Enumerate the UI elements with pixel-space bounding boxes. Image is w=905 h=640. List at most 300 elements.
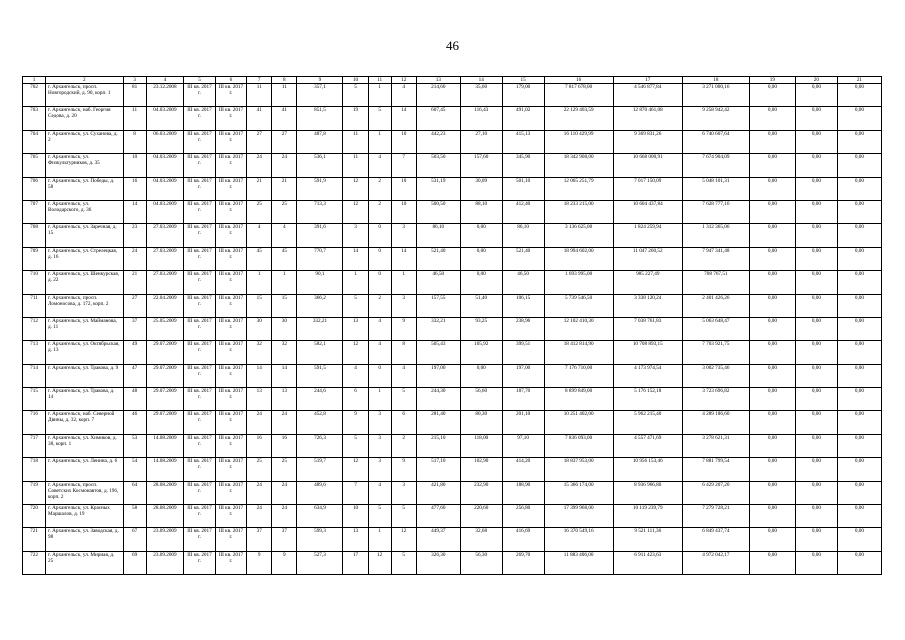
table-cell: III кв. 2017 г. bbox=[215, 411, 246, 434]
table-cell: 7 628 777,16 bbox=[682, 200, 749, 223]
table-cell: 21 bbox=[247, 177, 272, 200]
table-cell: 707 bbox=[23, 200, 46, 223]
table-cell: 56,30 bbox=[460, 551, 502, 574]
table-cell: 238,96 bbox=[502, 317, 544, 340]
table-cell: 25.05.2009 bbox=[146, 317, 184, 340]
table-cell: 0 bbox=[368, 364, 391, 387]
table-cell: 12 bbox=[343, 341, 368, 364]
table-cell: 04.03.2009 bbox=[146, 200, 184, 223]
table-cell: III кв. 2017 г. bbox=[184, 388, 215, 411]
table-cell: 1 824 259,94 bbox=[613, 224, 682, 247]
table-cell: 3 271 000,16 bbox=[682, 84, 749, 107]
table-cell: 27 bbox=[123, 294, 146, 317]
table-cell: 12 bbox=[368, 551, 391, 574]
table-cell: 0,00 bbox=[795, 107, 837, 130]
table-cell: 705 bbox=[23, 154, 46, 177]
table-cell: 7 bbox=[391, 154, 416, 177]
table-cell: 0,00 bbox=[749, 528, 795, 551]
table-cell: 720 bbox=[23, 505, 46, 528]
table-cell: 12 870 461,08 bbox=[613, 107, 682, 130]
table-cell: 7 674 904,09 bbox=[682, 154, 749, 177]
table-cell: 256,80 bbox=[502, 505, 544, 528]
table-cell: 11 bbox=[272, 84, 297, 107]
table-cell: III кв. 2017 г. bbox=[184, 434, 215, 457]
table-cell: 357,1 bbox=[297, 84, 343, 107]
table-row bbox=[23, 107, 882, 130]
table-cell: 487,8 bbox=[297, 130, 343, 153]
table-cell: 0,00 bbox=[837, 411, 881, 434]
table-cell: 25 bbox=[272, 458, 297, 481]
table-cell: 0,00 bbox=[795, 388, 837, 411]
table-cell: 28.08.2009 bbox=[146, 505, 184, 528]
table-cell: 18 412 814,90 bbox=[544, 341, 613, 364]
table-cell: 15 bbox=[247, 294, 272, 317]
table-cell: 536,1 bbox=[297, 154, 343, 177]
table-cell: 29.07.2009 bbox=[146, 388, 184, 411]
table-cell: 11 bbox=[343, 130, 368, 153]
table-cell: 4 bbox=[368, 317, 391, 340]
column-number-cell: 2 bbox=[46, 77, 124, 84]
table-cell: 41 bbox=[247, 107, 272, 130]
table-cell: 23.09.2009 bbox=[146, 528, 184, 551]
column-number-cell: 8 bbox=[272, 77, 297, 84]
column-number-cell: 12 bbox=[391, 77, 416, 84]
table-cell: III кв. 2017 г. bbox=[215, 458, 246, 481]
table-cell: 24 bbox=[123, 247, 146, 270]
table-cell: 187,70 bbox=[502, 388, 544, 411]
table-cell: 0,00 bbox=[837, 154, 881, 177]
table-cell: 0,00 bbox=[749, 224, 795, 247]
table-cell: 93,25 bbox=[460, 317, 502, 340]
table-cell: 2 401 426,26 bbox=[682, 294, 749, 317]
table-cell: 0,00 bbox=[460, 271, 502, 294]
table-cell: 24 bbox=[247, 411, 272, 434]
address-cell: г. Архангельск, ул. Заречная, д. 15 bbox=[46, 224, 124, 247]
table-cell: 13 bbox=[343, 317, 368, 340]
address-cell: г. Архангельск, ул. Заводская, д. 98 bbox=[46, 528, 124, 551]
table-cell: 0,00 bbox=[749, 271, 795, 294]
table-cell: 3 338 120,24 bbox=[613, 294, 682, 317]
table-cell: III кв. 2017 г. bbox=[184, 84, 215, 107]
table-cell: 0 bbox=[368, 271, 391, 294]
table-row bbox=[23, 528, 882, 551]
table-cell: 7 881 799,54 bbox=[682, 458, 749, 481]
table-cell: 0,00 bbox=[837, 528, 881, 551]
column-number-cell: 7 bbox=[247, 77, 272, 84]
address-cell: г. Архангельск, ул. Шенкурская, д. 22 bbox=[46, 271, 124, 294]
table-cell: 1 bbox=[368, 528, 391, 551]
table-cell: 15 bbox=[272, 294, 297, 317]
table-cell: 04.03.2009 bbox=[146, 154, 184, 177]
table-row bbox=[23, 434, 882, 457]
table-cell: 23.12.2008 bbox=[146, 84, 184, 107]
table-cell: 179,00 bbox=[502, 84, 544, 107]
address-cell: г. Архангельск, ул. Володарского, д. 36 bbox=[46, 200, 124, 223]
table-cell: 5 bbox=[391, 388, 416, 411]
table-cell: 10 bbox=[391, 130, 416, 153]
table-cell: 722 bbox=[23, 551, 46, 574]
column-number-cell: 9 bbox=[297, 77, 343, 84]
table-cell: 10 bbox=[391, 177, 416, 200]
table-cell: 0,00 bbox=[749, 130, 795, 153]
table-cell: 16 bbox=[247, 434, 272, 457]
table-cell: 0,00 bbox=[795, 528, 837, 551]
table-cell: 5 bbox=[391, 551, 416, 574]
table-row bbox=[23, 200, 882, 223]
table-cell: 0,00 bbox=[837, 458, 881, 481]
table-cell: 12 bbox=[343, 200, 368, 223]
table-cell: 4 557 471,69 bbox=[613, 434, 682, 457]
table-cell: III кв. 2017 г. bbox=[215, 271, 246, 294]
table-cell: 0,00 bbox=[749, 458, 795, 481]
table-cell: 37 bbox=[123, 317, 146, 340]
table-cell: III кв. 2017 г. bbox=[215, 551, 246, 574]
table-cell: 4 546 877,84 bbox=[613, 84, 682, 107]
table-cell: 188,90 bbox=[502, 481, 544, 504]
table-cell: 500,50 bbox=[416, 200, 460, 223]
table-cell: 97,10 bbox=[502, 434, 544, 457]
table-cell: 3 bbox=[391, 294, 416, 317]
table-cell: 12 102 410,30 bbox=[544, 317, 613, 340]
table-cell: III кв. 2017 г. bbox=[215, 107, 246, 130]
column-number-cell: 11 bbox=[368, 77, 391, 84]
table-row bbox=[23, 505, 882, 528]
table-cell: 599,3 bbox=[297, 528, 343, 551]
table-cell: 6 429 207,20 bbox=[682, 481, 749, 504]
table-cell: 157,60 bbox=[460, 154, 502, 177]
table-cell: 0,00 bbox=[749, 200, 795, 223]
table-cell: III кв. 2017 г. bbox=[215, 341, 246, 364]
table-cell: 16 370 549,16 bbox=[544, 528, 613, 551]
table-cell: III кв. 2017 г. bbox=[184, 528, 215, 551]
table-cell: 64 bbox=[123, 481, 146, 504]
table-row bbox=[23, 411, 882, 434]
table-cell: 28.08.2009 bbox=[146, 481, 184, 504]
table-cell: 0,00 bbox=[749, 107, 795, 130]
table-cell: 442,23 bbox=[416, 130, 460, 153]
table-cell: 0,00 bbox=[749, 177, 795, 200]
table-cell: 46,50 bbox=[502, 271, 544, 294]
table-cell: 332,21 bbox=[416, 317, 460, 340]
table-cell: 3 136 625,00 bbox=[544, 224, 613, 247]
table-cell: 4 bbox=[272, 224, 297, 247]
table-cell: 6 bbox=[343, 388, 368, 411]
table-cell: 591,9 bbox=[297, 177, 343, 200]
table-cell: 0,00 bbox=[749, 84, 795, 107]
table-cell: 0,00 bbox=[795, 177, 837, 200]
address-cell: г. Архангельск, ул. Ленина, д. 6 bbox=[46, 458, 124, 481]
table-cell: 4 173 974,54 bbox=[613, 364, 682, 387]
table-cell: 0,00 bbox=[460, 247, 502, 270]
table-cell: 0 bbox=[368, 247, 391, 270]
table-cell: 27,10 bbox=[460, 130, 502, 153]
table-cell: 7 703 921,75 bbox=[682, 341, 749, 364]
table-cell: 45 bbox=[247, 247, 272, 270]
table-cell: 21 bbox=[123, 271, 146, 294]
table-cell: 86,10 bbox=[502, 224, 544, 247]
table-cell: 56,60 bbox=[460, 388, 502, 411]
table-cell: 0,00 bbox=[749, 154, 795, 177]
table-cell: 0,00 bbox=[749, 388, 795, 411]
column-number-cell: 13 bbox=[416, 77, 460, 84]
table-cell: 35,60 bbox=[460, 84, 502, 107]
table-cell: 116,43 bbox=[460, 107, 502, 130]
table-cell: III кв. 2017 г. bbox=[215, 294, 246, 317]
table-cell: 25 bbox=[247, 200, 272, 223]
table-cell: 29.07.2009 bbox=[146, 364, 184, 387]
table-cell: 491,02 bbox=[502, 107, 544, 130]
address-cell: г. Архангельск, ул. Тракова, д. 9 bbox=[46, 364, 124, 387]
table-cell: 9 bbox=[391, 458, 416, 481]
table-cell: 717 bbox=[23, 434, 46, 457]
table-cell: 81 bbox=[123, 84, 146, 107]
table-cell: 24 bbox=[247, 154, 272, 177]
column-number-cell: 16 bbox=[544, 77, 613, 84]
table-cell: III кв. 2017 г. bbox=[184, 271, 215, 294]
table-cell: 0,00 bbox=[749, 411, 795, 434]
table-cell: 770,7 bbox=[297, 247, 343, 270]
table-cell: 3 bbox=[368, 411, 391, 434]
address-cell: г. Архангельск, ул. Тракова, д. 14 bbox=[46, 388, 124, 411]
table-cell: 517,10 bbox=[416, 458, 460, 481]
table-cell: 04.03.2009 bbox=[146, 107, 184, 130]
page-number: 46 bbox=[446, 38, 459, 53]
table-cell: 30,09 bbox=[460, 177, 502, 200]
table-row bbox=[23, 341, 882, 364]
table-cell: III кв. 2017 г. bbox=[184, 481, 215, 504]
table-cell: 22 129 403,59 bbox=[544, 107, 613, 130]
column-number-cell: 1 bbox=[23, 77, 46, 84]
table-cell: 0,00 bbox=[837, 434, 881, 457]
table-cell: 10 bbox=[343, 505, 368, 528]
table-cell: 5 bbox=[343, 84, 368, 107]
table-cell: 0,00 bbox=[795, 505, 837, 528]
table-cell: 7 017 150,09 bbox=[613, 177, 682, 200]
table-cell: 702 bbox=[23, 84, 46, 107]
table-cell: 0,00 bbox=[795, 364, 837, 387]
table-cell: 17 399 968,00 bbox=[544, 505, 613, 528]
table-cell: 23 bbox=[123, 224, 146, 247]
table-cell: 7 176 710,00 bbox=[544, 364, 613, 387]
table-row bbox=[23, 247, 882, 270]
table-cell: 703 bbox=[23, 107, 46, 130]
table-cell: 69 bbox=[123, 551, 146, 574]
table-cell: 5 bbox=[343, 434, 368, 457]
table-cell: 5 bbox=[391, 505, 416, 528]
table-cell: 9 bbox=[247, 551, 272, 574]
table-cell: 6 911 423,63 bbox=[613, 551, 682, 574]
table-row bbox=[23, 551, 882, 574]
table-cell: 3 bbox=[343, 224, 368, 247]
table-cell: 0,00 bbox=[837, 130, 881, 153]
table-cell: 366,2 bbox=[297, 294, 343, 317]
table-cell: 106,15 bbox=[502, 294, 544, 317]
table-cell: 0,00 bbox=[837, 294, 881, 317]
table-row bbox=[23, 388, 882, 411]
table-cell: 27.03.2009 bbox=[146, 224, 184, 247]
address-cell: г. Архангельск, наб. Северной Двины, д. 32, корп. 7 bbox=[46, 411, 124, 434]
table-cell: 9 258 942,42 bbox=[682, 107, 749, 130]
table-cell: 10 119 239,79 bbox=[613, 505, 682, 528]
header-row bbox=[23, 77, 882, 84]
table-cell: 14 bbox=[272, 364, 297, 387]
table-cell: 3 723 696,82 bbox=[682, 388, 749, 411]
table-cell: 4 bbox=[368, 341, 391, 364]
table-cell: 1 693 995,00 bbox=[544, 271, 613, 294]
table-cell: 24 bbox=[272, 505, 297, 528]
table-cell: 0,00 bbox=[795, 458, 837, 481]
table-cell: 7 817 678,00 bbox=[544, 84, 613, 107]
table-cell: 415,13 bbox=[502, 130, 544, 153]
table-cell: 14.08.2009 bbox=[146, 434, 184, 457]
table-cell: 1 bbox=[343, 271, 368, 294]
table-cell: 45 bbox=[272, 247, 297, 270]
table-cell: 244,30 bbox=[416, 388, 460, 411]
table-cell: 9 bbox=[343, 411, 368, 434]
table-cell: 489,6 bbox=[297, 481, 343, 504]
table-cell: 591,5 bbox=[297, 364, 343, 387]
table-cell: 0,00 bbox=[837, 177, 881, 200]
column-number-cell: 19 bbox=[749, 77, 795, 84]
table-cell: 32 bbox=[247, 341, 272, 364]
table-cell: 10 668 000,91 bbox=[613, 154, 682, 177]
column-number-cell: 20 bbox=[795, 77, 837, 84]
table-cell: III кв. 2017 г. bbox=[184, 294, 215, 317]
table-cell: 4 bbox=[368, 481, 391, 504]
table-cell: 18 233 215,00 bbox=[544, 200, 613, 223]
address-cell: г. Архангельск, ул. Победы, д. 58 bbox=[46, 177, 124, 200]
table-cell: 30 bbox=[247, 317, 272, 340]
table-cell: 721 bbox=[23, 528, 46, 551]
table-cell: 7 038 761,83 bbox=[613, 317, 682, 340]
table-cell: 1 bbox=[368, 388, 391, 411]
table-cell: 0,00 bbox=[795, 294, 837, 317]
table-cell: III кв. 2017 г. bbox=[184, 247, 215, 270]
table-cell: 0,00 bbox=[837, 271, 881, 294]
table-cell: 21 bbox=[272, 177, 297, 200]
table-cell: III кв. 2017 г. bbox=[215, 177, 246, 200]
table-cell: 86,10 bbox=[416, 224, 460, 247]
table-row bbox=[23, 364, 882, 387]
table-cell: 13 bbox=[247, 388, 272, 411]
table-cell: 477,60 bbox=[416, 505, 460, 528]
table-cell: III кв. 2017 г. bbox=[215, 528, 246, 551]
table-cell: 30 bbox=[272, 317, 297, 340]
table-cell: 14 bbox=[391, 107, 416, 130]
table-cell: 0,00 bbox=[795, 84, 837, 107]
table-cell: 4 289 186,60 bbox=[682, 411, 749, 434]
table-cell: 18 994 602,00 bbox=[544, 247, 613, 270]
address-cell: г. Архангельск, ул. Красных Маршалов, д. 19 bbox=[46, 505, 124, 528]
table-row bbox=[23, 481, 882, 504]
table-cell: 0,00 bbox=[795, 224, 837, 247]
table-cell: 10 bbox=[391, 200, 416, 223]
table-cell: 0,00 bbox=[795, 154, 837, 177]
table-cell: III кв. 2017 г. bbox=[215, 130, 246, 153]
address-cell: г. Архангельск, ул. Стрелецкая, д. 16 bbox=[46, 247, 124, 270]
table-row bbox=[23, 130, 882, 153]
table-row bbox=[23, 458, 882, 481]
column-number-cell: 15 bbox=[502, 77, 544, 84]
table-cell: 29.07.2009 bbox=[146, 341, 184, 364]
table-cell: 1 bbox=[247, 271, 272, 294]
column-number-cell: 18 bbox=[682, 77, 749, 84]
table-cell: 718 bbox=[23, 458, 46, 481]
table-cell: 157,55 bbox=[416, 294, 460, 317]
table-cell: 414,20 bbox=[502, 458, 544, 481]
address-cell: г. Архангельск, просп. Советских Космонавтов, д. 196, корп. 2 bbox=[46, 481, 124, 504]
table-cell: 527,3 bbox=[297, 551, 343, 574]
table-cell: 18 837 953,00 bbox=[544, 458, 613, 481]
table-cell: 708 bbox=[23, 224, 46, 247]
address-cell: г. Архангельск, просп. Новгородский, д. 90, корп. 1 bbox=[46, 84, 124, 107]
table-cell: 105,92 bbox=[460, 341, 502, 364]
table-cell: 416,69 bbox=[502, 528, 544, 551]
table-cell: III кв. 2017 г. bbox=[215, 224, 246, 247]
table-cell: 710 bbox=[23, 271, 46, 294]
table-cell: 0,00 bbox=[749, 364, 795, 387]
table-cell: III кв. 2017 г. bbox=[184, 505, 215, 528]
table-cell: 24 bbox=[247, 505, 272, 528]
table-cell: 7 947 341,48 bbox=[682, 247, 749, 270]
table-cell: 8 936 966,80 bbox=[613, 481, 682, 504]
table-cell: 214,60 bbox=[416, 84, 460, 107]
table-cell: 391,6 bbox=[297, 224, 343, 247]
table-cell: 67 bbox=[123, 528, 146, 551]
table-cell: 5 048 101,31 bbox=[682, 177, 749, 200]
column-number-cell: 4 bbox=[146, 77, 184, 84]
table-cell: 713 bbox=[23, 341, 46, 364]
table-cell: 1 bbox=[272, 271, 297, 294]
address-cell: г. Архангельск, ул. Химиков, д. 38, корп. 1 bbox=[46, 434, 124, 457]
table-cell: 24 bbox=[247, 481, 272, 504]
table-cell: 8 bbox=[123, 130, 146, 153]
table-cell: 12 bbox=[343, 177, 368, 200]
table-cell: 0,00 bbox=[837, 388, 881, 411]
table-cell: 0,00 bbox=[795, 434, 837, 457]
table-cell: 5 176 152,18 bbox=[613, 388, 682, 411]
table-cell: 2 bbox=[391, 434, 416, 457]
table-cell: III кв. 2017 г. bbox=[184, 411, 215, 434]
table-cell: 6 bbox=[391, 411, 416, 434]
table-cell: 4 972 042,17 bbox=[682, 551, 749, 574]
table-cell: 708 767,51 bbox=[682, 271, 749, 294]
table-cell: 4 bbox=[368, 154, 391, 177]
table-cell: 7 279 728,21 bbox=[682, 505, 749, 528]
column-number-cell: 10 bbox=[343, 77, 368, 84]
table-cell: 5 bbox=[368, 505, 391, 528]
table-cell: 3 bbox=[391, 224, 416, 247]
table-cell: III кв. 2017 г. bbox=[215, 247, 246, 270]
table-cell: 634,9 bbox=[297, 505, 343, 528]
table-cell: 8 bbox=[391, 341, 416, 364]
column-number-cell: 21 bbox=[837, 77, 881, 84]
table-cell: 3 bbox=[368, 458, 391, 481]
table-cell: 449,37 bbox=[416, 528, 460, 551]
table-cell: 2 bbox=[368, 177, 391, 200]
table-cell: 7 836 093,00 bbox=[544, 434, 613, 457]
table-cell: 232,90 bbox=[460, 481, 502, 504]
address-cell: г. Архангельск, просп. Ломоносова, д. 172, корп. 2 bbox=[46, 294, 124, 317]
table-cell: III кв. 2017 г. bbox=[215, 505, 246, 528]
table-cell: 16 bbox=[272, 434, 297, 457]
table-cell: III кв. 2017 г. bbox=[184, 177, 215, 200]
table-cell: 0,00 bbox=[837, 364, 881, 387]
table-cell: 47 bbox=[123, 364, 146, 387]
table-cell: 706 bbox=[23, 177, 46, 200]
table-cell: III кв. 2017 г. bbox=[215, 317, 246, 340]
table-cell: 3 bbox=[391, 481, 416, 504]
